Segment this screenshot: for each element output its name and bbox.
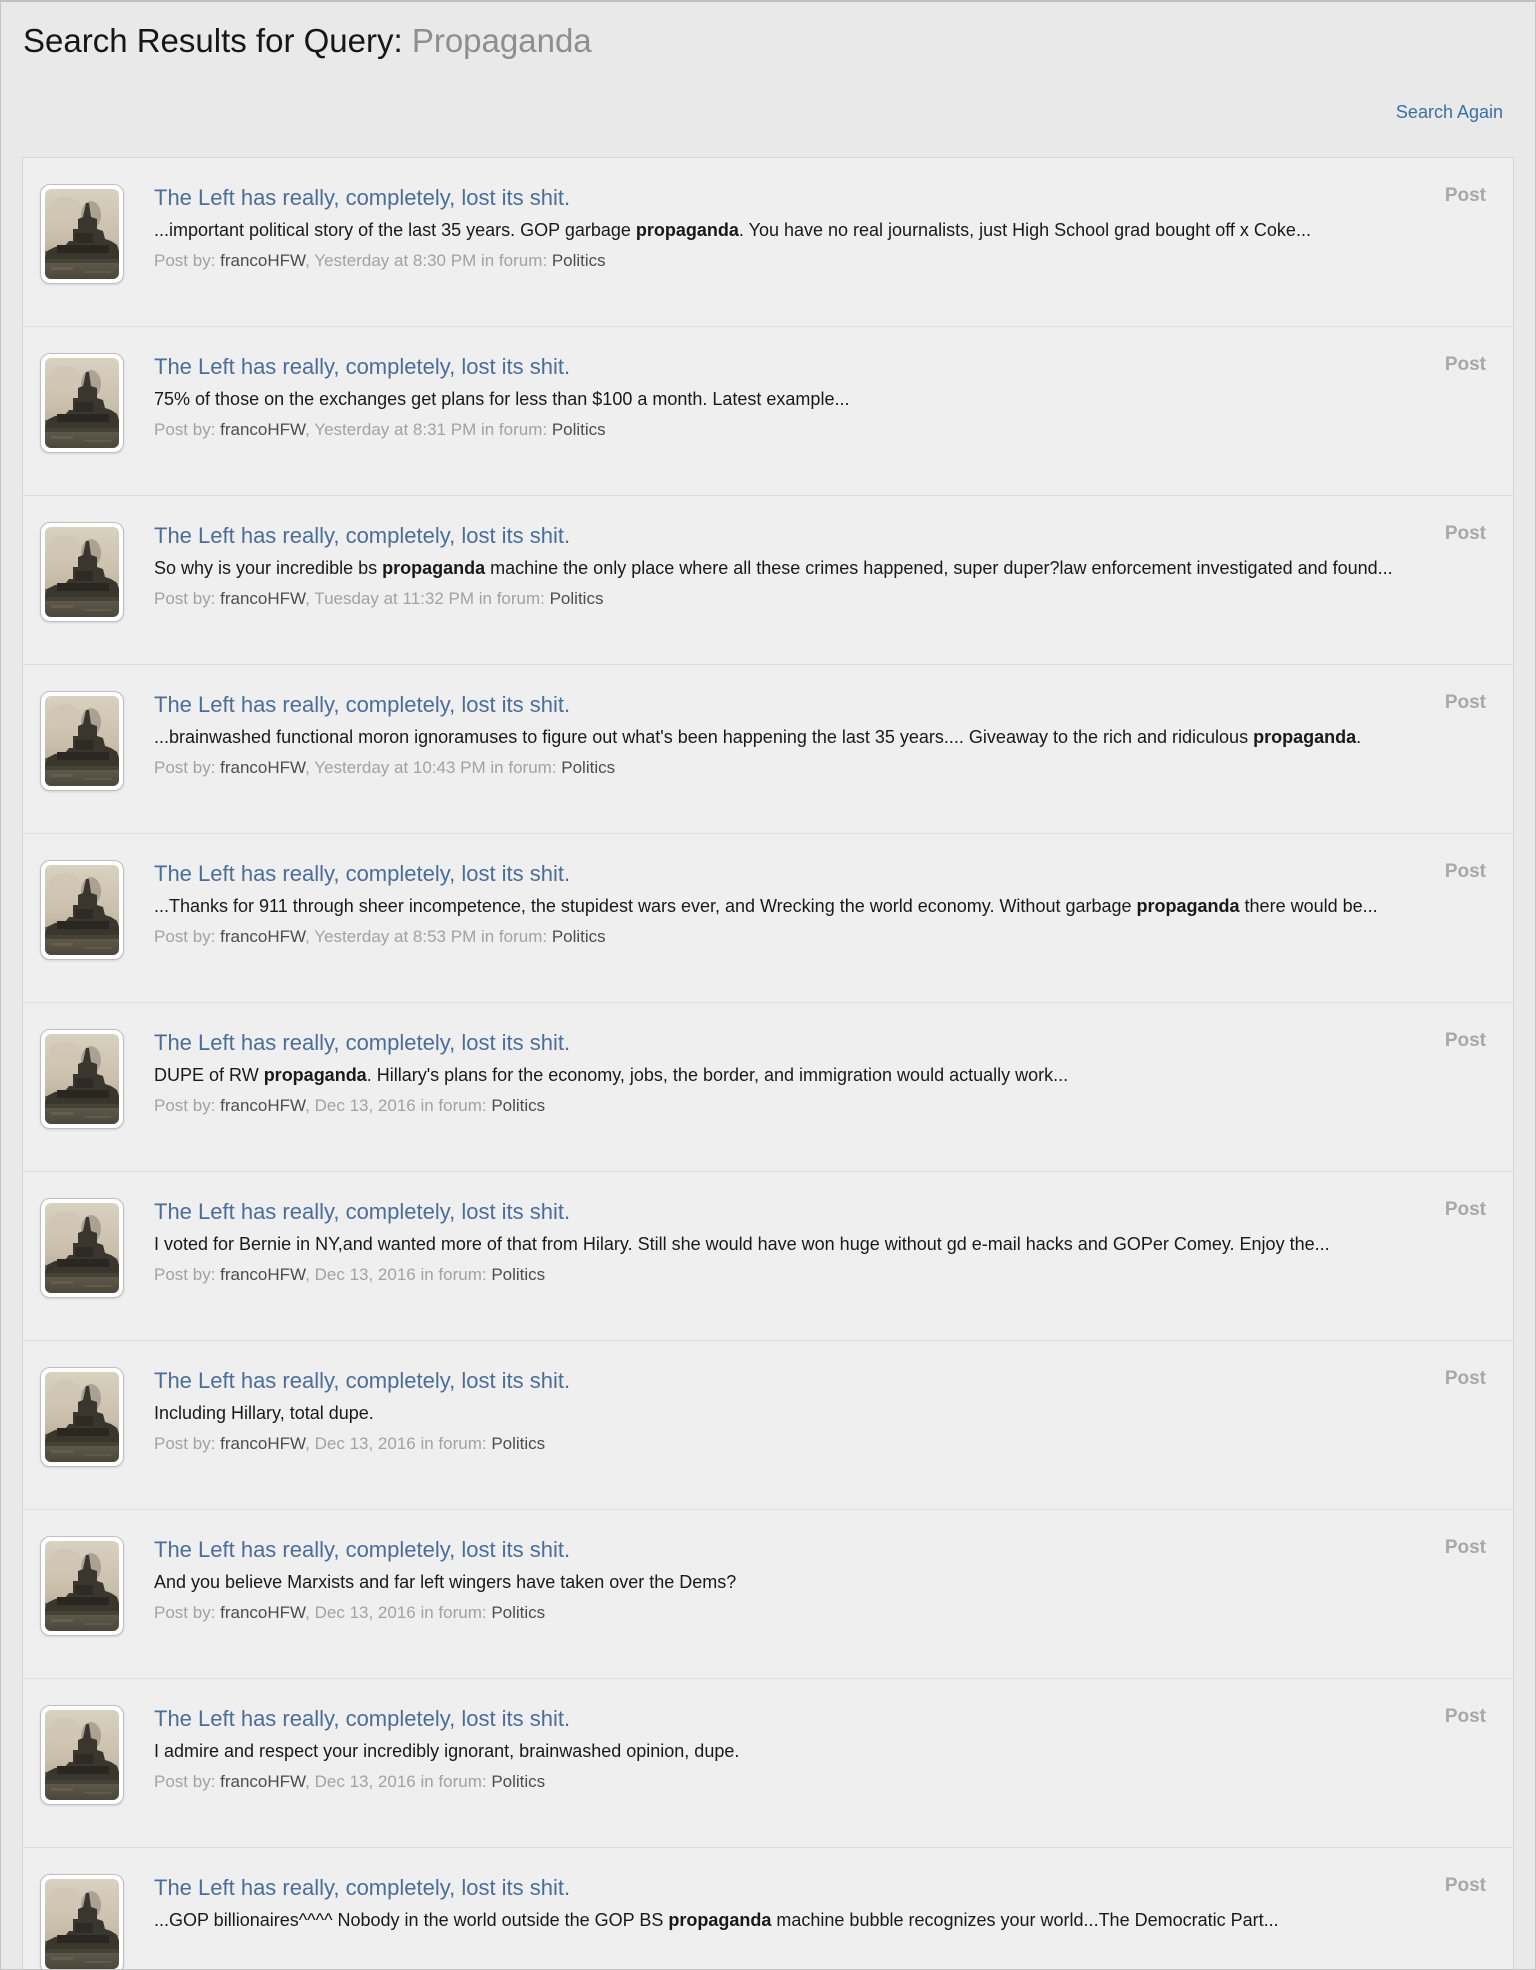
forum-link[interactable]: Politics — [551, 926, 606, 946]
meta-prefix: Post by: — [154, 757, 221, 777]
author-link[interactable]: francoHFW — [220, 1095, 306, 1115]
forum-link[interactable]: Politics — [551, 419, 606, 439]
result-snippet: ...brainwashed functional moron ignoramuses to figure out what's been happening the last 35 years.... Giveaway to the rich and ridiculous propaganda. — [154, 727, 1362, 747]
forum-link[interactable]: Politics — [549, 588, 604, 608]
forum-link[interactable]: Politics — [551, 250, 606, 270]
forum-link[interactable]: Politics — [491, 1433, 546, 1453]
result-content — [124, 1367, 1393, 1467]
meta-prefix: Post by: — [154, 588, 221, 608]
result-snippet: I voted for Bernie in NY,and wanted more of that from Hilary. Still she would have won huge without gd e-mail hacks and GOPer Comey. Enjoy the... — [154, 1234, 1330, 1254]
result-meta — [154, 1433, 1393, 1455]
result-title-link[interactable]: The Left has really, completely, lost its shit. — [154, 1537, 571, 1562]
meta-prefix: Post by: — [154, 1095, 221, 1115]
result-content — [124, 522, 1393, 622]
meta-date: , Yesterday at 10:43 PM in forum: — [305, 757, 562, 777]
result-title-link[interactable]: The Left has really, completely, lost its shit. — [154, 1199, 571, 1224]
battleship-photo-icon — [45, 189, 119, 279]
meta-date: , Yesterday at 8:31 PM in forum: — [305, 419, 552, 439]
content-type-badge: Post — [1444, 354, 1486, 375]
meta-prefix: Post by: — [154, 926, 221, 946]
author-link[interactable]: francoHFW — [220, 757, 306, 777]
result-snippet: 75% of those on the exchanges get plans for less than $100 a month. Latest example... — [154, 389, 850, 409]
result-snippet: ...Thanks for 911 through sheer incompetence, the stupidest wars ever, and Wrecking the world economy. Without garbage propaganda there would be... — [154, 896, 1378, 916]
search-result-item — [23, 664, 1513, 833]
content-type-badge: Post — [1444, 1706, 1486, 1727]
user-avatar[interactable] — [40, 522, 124, 622]
result-content — [124, 353, 1393, 453]
meta-date: , Dec 13, 2016 in forum: — [305, 1264, 492, 1284]
search-result-item — [23, 158, 1513, 326]
result-meta — [154, 1095, 1393, 1117]
battleship-photo-icon — [45, 1879, 119, 1969]
content-type-badge: Post — [1444, 861, 1486, 882]
search-result-item — [23, 326, 1513, 495]
user-avatar[interactable] — [40, 1198, 124, 1298]
meta-date: , Tuesday at 11:32 PM in forum: — [305, 588, 550, 608]
result-content — [124, 1198, 1393, 1298]
author-link[interactable]: francoHFW — [220, 1602, 306, 1622]
content-type-badge: Post — [1444, 523, 1486, 544]
meta-date: , Dec 13, 2016 in forum: — [305, 1095, 492, 1115]
meta-prefix: Post by: — [154, 419, 221, 439]
content-type-badge: Post — [1444, 1537, 1486, 1558]
result-title-link[interactable]: The Left has really, completely, lost its shit. — [154, 354, 571, 379]
user-avatar[interactable] — [40, 1367, 124, 1467]
result-content — [124, 184, 1393, 284]
result-title-link[interactable]: The Left has really, completely, lost its shit. — [154, 1706, 571, 1731]
content-type-badge: Post — [1444, 692, 1486, 713]
author-link[interactable]: francoHFW — [220, 1264, 306, 1284]
result-title-link[interactable]: The Left has really, completely, lost its shit. — [154, 1368, 571, 1393]
battleship-photo-icon — [45, 1541, 119, 1631]
user-avatar[interactable] — [40, 353, 124, 453]
author-link[interactable]: francoHFW — [220, 1433, 306, 1453]
meta-date: , Yesterday at 8:30 PM in forum: — [305, 250, 552, 270]
meta-prefix: Post by: — [154, 1771, 221, 1791]
page-title-prefix: Search Results for Query: — [23, 22, 403, 59]
meta-date: , Dec 13, 2016 in forum: — [305, 1433, 492, 1453]
author-link[interactable]: francoHFW — [220, 419, 306, 439]
meta-prefix: Post by: — [154, 1433, 221, 1453]
search-again-row — [1, 62, 1535, 123]
user-avatar[interactable] — [40, 1705, 124, 1805]
forum-link[interactable]: Politics — [561, 757, 616, 777]
battleship-photo-icon — [45, 1203, 119, 1293]
search-result-item — [23, 495, 1513, 664]
result-meta — [154, 1602, 1393, 1624]
search-results-list — [22, 157, 1514, 1970]
result-title-link[interactable]: The Left has really, completely, lost its shit. — [154, 692, 571, 717]
forum-link[interactable]: Politics — [491, 1771, 546, 1791]
forum-link[interactable]: Politics — [491, 1264, 546, 1284]
battleship-photo-icon — [45, 527, 119, 617]
result-meta — [154, 1264, 1393, 1286]
result-title-link[interactable]: The Left has really, completely, lost its shit. — [154, 523, 571, 548]
battleship-photo-icon — [45, 696, 119, 786]
battleship-photo-icon — [45, 865, 119, 955]
content-type-badge: Post — [1444, 1199, 1486, 1220]
result-meta — [154, 1771, 1393, 1793]
result-content — [124, 1874, 1393, 1970]
result-meta — [154, 419, 1393, 441]
result-title-link[interactable]: The Left has really, completely, lost its shit. — [154, 185, 571, 210]
meta-date: , Dec 13, 2016 in forum: — [305, 1602, 492, 1622]
meta-prefix: Post by: — [154, 250, 221, 270]
content-type-badge: Post — [1444, 1030, 1486, 1051]
user-avatar[interactable] — [40, 1874, 124, 1970]
result-snippet: Including Hillary, total dupe. — [154, 1403, 374, 1423]
meta-date: , Yesterday at 8:53 PM in forum: — [305, 926, 552, 946]
meta-date: , Dec 13, 2016 in forum: — [305, 1771, 492, 1791]
battleship-photo-icon — [45, 1372, 119, 1462]
page-title — [1, 2, 1535, 62]
result-meta — [154, 757, 1393, 779]
search-result-item — [23, 1002, 1513, 1171]
meta-prefix: Post by: — [154, 1264, 221, 1284]
user-avatar[interactable] — [40, 1029, 124, 1129]
content-type-badge: Post — [1444, 1368, 1486, 1389]
forum-link[interactable]: Politics — [491, 1602, 546, 1622]
author-link[interactable]: francoHFW — [220, 1771, 306, 1791]
user-avatar[interactable] — [40, 184, 124, 284]
user-avatar[interactable] — [40, 691, 124, 791]
author-link[interactable]: francoHFW — [220, 250, 306, 270]
content-type-badge: Post — [1444, 185, 1486, 206]
search-result-item — [23, 1509, 1513, 1678]
result-meta — [154, 588, 1393, 610]
forum-link[interactable]: Politics — [491, 1095, 546, 1115]
user-avatar[interactable] — [40, 1536, 124, 1636]
battleship-photo-icon — [45, 358, 119, 448]
meta-prefix: Post by: — [154, 1602, 221, 1622]
result-content — [124, 860, 1393, 960]
result-snippet: I admire and respect your incredibly ignorant, brainwashed opinion, dupe. — [154, 1741, 740, 1761]
battleship-photo-icon — [45, 1034, 119, 1124]
search-again-link[interactable]: Search Again — [1395, 102, 1503, 122]
search-query-text: Propaganda — [411, 22, 592, 59]
result-meta — [154, 926, 1393, 948]
author-link[interactable]: francoHFW — [220, 926, 306, 946]
result-title-link[interactable]: The Left has really, completely, lost its shit. — [154, 861, 571, 886]
search-result-item — [23, 833, 1513, 1002]
result-snippet: DUPE of RW propaganda. Hillary's plans for the economy, jobs, the border, and immigration would actually work... — [154, 1065, 1069, 1085]
result-snippet: So why is your incredible bs propaganda machine the only place where all these crimes happened, super duper?law enforcement investigated and found... — [154, 558, 1393, 578]
author-link[interactable]: francoHFW — [220, 588, 306, 608]
result-title-link[interactable]: The Left has really, completely, lost its shit. — [154, 1030, 571, 1055]
result-content — [124, 1029, 1393, 1129]
content-type-badge: Post — [1444, 1875, 1486, 1896]
search-result-item — [23, 1847, 1513, 1970]
result-snippet: ...important political story of the last 35 years. GOP garbage propaganda. You have no real journalists, just High School grad bought off x Coke... — [154, 220, 1311, 240]
user-avatar[interactable] — [40, 860, 124, 960]
result-snippet: ...GOP billionaires^^^^ Nobody in the world outside the GOP BS propaganda machine bubble recognizes your world...The Democratic Part... — [154, 1910, 1279, 1930]
result-snippet: And you believe Marxists and far left wingers have taken over the Dems? — [154, 1572, 737, 1592]
result-content — [124, 1705, 1393, 1805]
battleship-photo-icon — [45, 1710, 119, 1800]
result-meta — [154, 250, 1393, 272]
result-content — [124, 691, 1393, 791]
search-result-item — [23, 1340, 1513, 1509]
result-title-link[interactable]: The Left has really, completely, lost its shit. — [154, 1875, 571, 1900]
result-content — [124, 1536, 1393, 1636]
search-result-item — [23, 1171, 1513, 1340]
search-result-item — [23, 1678, 1513, 1847]
